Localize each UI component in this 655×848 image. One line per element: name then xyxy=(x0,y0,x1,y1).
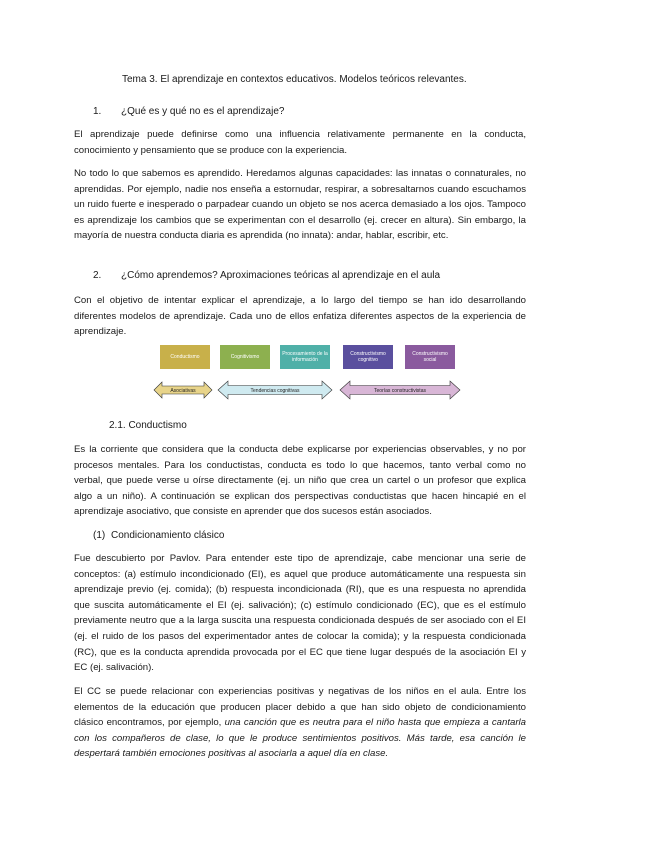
section-2-1-heading: 2.1. Conductismo xyxy=(109,420,187,431)
model-box-label: Constructivismo cognitivo xyxy=(350,351,386,363)
section-1-title: ¿Qué es y qué no es el aprendizaje? xyxy=(121,106,285,117)
arrow-tendencias-cognitivas xyxy=(218,381,332,399)
arrow-label-asociativas: Asociativas xyxy=(170,388,196,394)
subsection-1-number: (1) xyxy=(93,530,106,541)
subsection-1-paragraph-2 xyxy=(74,684,526,762)
section-1-number: 1. xyxy=(93,106,102,117)
document-title: Tema 3. El aprendizaje en contextos educativos. Modelos teóricos relevantes. xyxy=(122,74,467,85)
arrow-asociativas xyxy=(154,382,212,398)
subsection-1-paragraph-2-start: El CC se puede relacionar con experiencias positivas y negativas de los niños en el aula. Entre los elementos de la educación que producen placer debido a que han sido objeto de condicionamiento clásico encontramos, por ejemplo, xyxy=(74,686,526,729)
arrow-label-tendencias: Tendencias cognitivas xyxy=(250,388,300,394)
subsection-1-paragraph-1: Fue descubierto por Pavlov. Para entender este tipo de aprendizaje, cabe mencionar una serie de conceptos: (a) estímulo incondicionado (EI), es aquel que produce automáticamente una respuesta sin aprendizaje previo (ej. comida); (b) respuesta incondicionada (RI), que es una respuesta no aprendida que suscita automáticamente el EI (ej. salivación); (c) estímulo condicionado (EC), que es el estímulo previamente neutro que a la larga suscita una respuesta condicionada después de ser asociado con el EI (ej. el ruido de los pasos del experimentador antes de colocar la comida); y la respuesta condicionada (RC), que es la conducta aprendida provocada por el EC que tiene lugar después de la asociación EI y EC (ej. salivación). xyxy=(74,553,526,674)
diagram-arrows xyxy=(150,340,470,408)
subsection-1-paragraph-2-example: una canción que es neutra para el niño hasta que empieza a cantarla con los compañeros de clase, lo que le produce sentimientos positivos. Más tarde, esa canción le despertará también emociones positivas al asociarla a aquel día en clase. xyxy=(74,717,526,760)
arrow-label-constructivistas: Teorías constructivistas xyxy=(374,388,426,394)
model-box-label: Procesamiento de la información xyxy=(282,351,328,363)
model-box-label: Constructivismo social xyxy=(412,351,448,363)
section-1-paragraph-1: El aprendizaje puede definirse como una influencia relativamente permanente en la conducta, conocimiento y pensamiento que se produce con la experiencia. xyxy=(74,129,526,156)
section-1-paragraph-2: No todo lo que sabemos es aprendido. Heredamos algunas capacidades: las innatas o connaturales, no aprendidas. Por ejemplo, nadie nos enseña a estornudar, respirar, a sobresaltarnos cuando escuchamos un ruido fuerte e inesperado o parpadear cuando un objeto se nos acerca demasiado a los ojos. Tampoco es aprendizaje los cambios que se experimentan con el desarrollo (ej. crecer en altura). Sin embargo, la mayoría de nuestra conducta diaria es aprendida (no innata): andar, hablar, escribir, etc. xyxy=(74,168,526,242)
arrow-teorias-constructivistas xyxy=(340,381,460,399)
model-box-label: Conductismo xyxy=(170,354,200,360)
section-2-1-paragraph-1: Es la corriente que considera que la conducta debe explicarse por experiencias observables, y no por procesos mentales. Para los conductistas, conducta es todo lo que hacemos, tanto verbal como no verbal, que puede verse u oírse directamente (ej. un niño que crea un cartel o un profesor que explica algo a un niño). A continuación se explican dos perspectivas conductistas que hacen hincapié en el aprendizaje asociativo, que consiste en aprender que dos sucesos están asociados. xyxy=(74,444,526,518)
learning-models-diagram xyxy=(150,340,470,408)
section-2-paragraph-1: Con el objetivo de intentar explicar el aprendizaje, a lo largo del tiempo se han ido desarrollando diferentes modelos de aprendizaje. Cada uno de ellos enfatiza diferentes aspectos de la experiencia de aprendizaje. xyxy=(74,295,526,338)
model-box-label: Cognitivismo xyxy=(230,354,260,360)
subsection-1-heading xyxy=(93,528,224,544)
section-2-heading xyxy=(93,268,440,284)
subsection-1-title: Condicionamiento clásico xyxy=(111,530,225,541)
section-2-title: ¿Cómo aprendemos? Aproximaciones teóricas al aprendizaje en el aula xyxy=(121,270,441,281)
section-2-number: 2. xyxy=(93,270,102,281)
section-1-heading xyxy=(93,104,284,120)
